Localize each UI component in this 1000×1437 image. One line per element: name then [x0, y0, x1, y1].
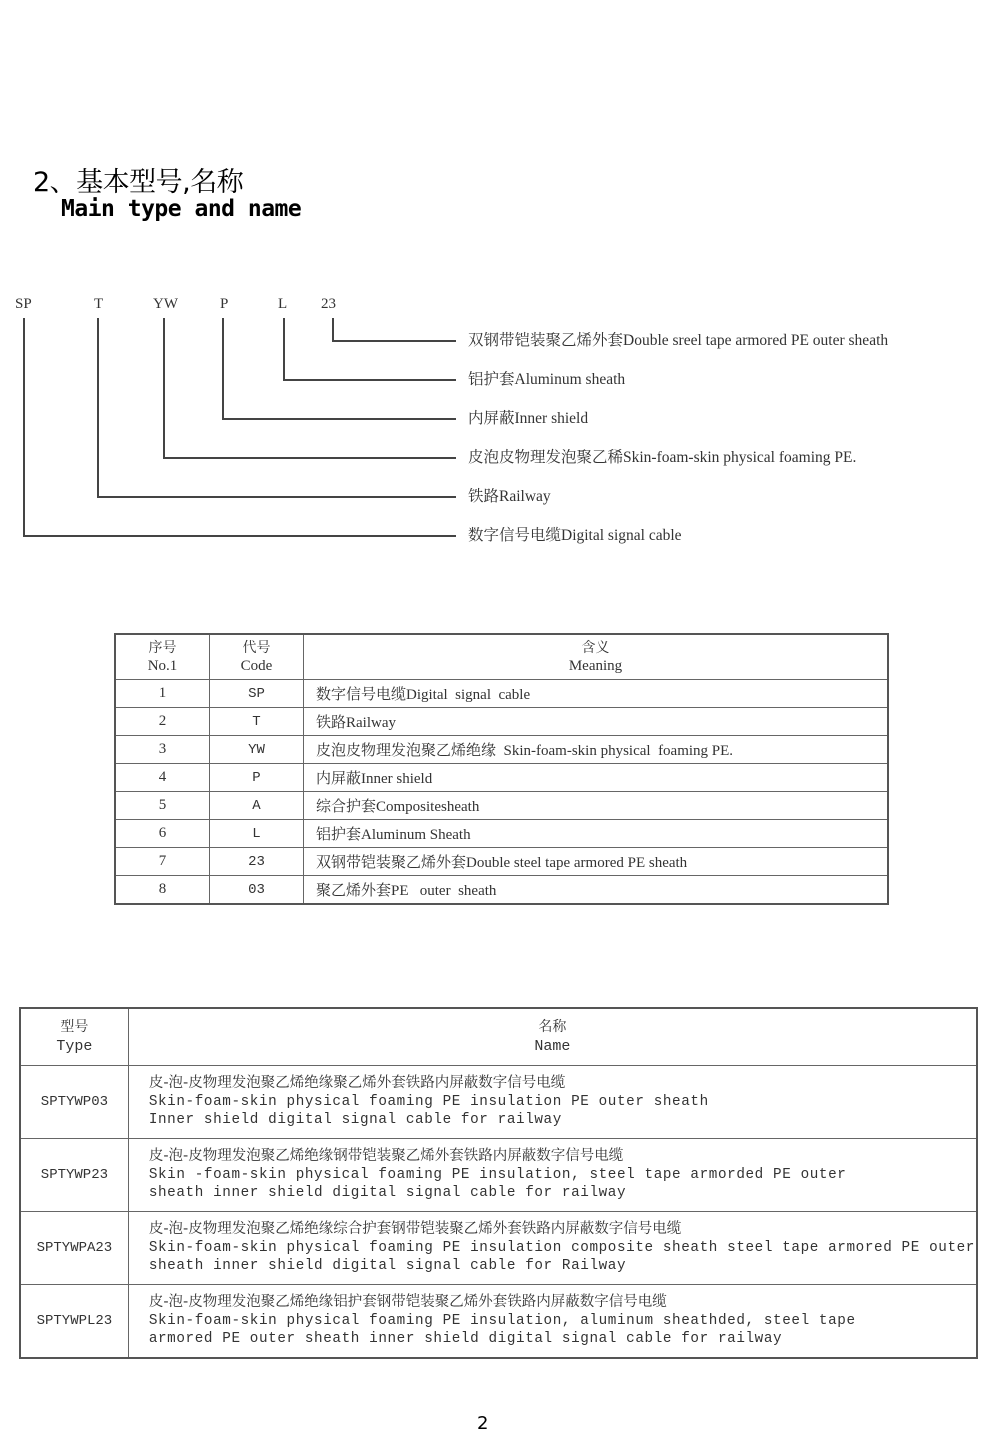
cell-type: SPTYWP03 — [20, 1066, 128, 1139]
desc-l: 铝护套Aluminum sheath — [468, 371, 626, 388]
table-row — [20, 1066, 977, 1139]
table-row — [20, 1285, 977, 1359]
table-row — [20, 1212, 977, 1285]
cell-meaning: 内屏蔽Inner shield — [304, 764, 889, 792]
table-row — [115, 876, 888, 905]
connector-p-horizontal — [222, 418, 456, 420]
cell-no: 6 — [115, 820, 210, 848]
cell-type: SPTYWPL23 — [20, 1285, 128, 1359]
header-code-en: Code — [240, 658, 273, 674]
connector-23-horizontal — [332, 340, 456, 342]
cell-name — [128, 1139, 977, 1212]
cell-no: 7 — [115, 848, 210, 876]
table-row — [115, 680, 888, 708]
cell-code: P — [210, 764, 304, 792]
desc-t: 铁路Railway — [468, 488, 551, 505]
table-row — [115, 848, 888, 876]
cell-name — [128, 1212, 977, 1285]
code-yw: YW — [153, 296, 178, 312]
table-row — [115, 736, 888, 764]
cell-type: SPTYWP23 — [20, 1139, 128, 1212]
cell-code: SP — [210, 680, 304, 708]
connector-t-horizontal — [97, 496, 456, 498]
cell-no: 3 — [115, 736, 210, 764]
connector-23-vertical — [332, 318, 334, 341]
cell-code: YW — [210, 736, 304, 764]
cell-no: 2 — [115, 708, 210, 736]
code-t: T — [94, 296, 104, 312]
cell-meaning: 铁路Railway — [304, 708, 889, 736]
connector-yw-vertical — [163, 318, 165, 459]
connector-l-horizontal — [283, 379, 456, 381]
cell-name — [128, 1285, 977, 1359]
page-number: 2 — [477, 1413, 489, 1434]
cell-meaning: 双钢带铠装聚乙烯外套Double steel tape armored PE sheath — [304, 848, 889, 876]
name-en-line-2: sheath inner shield digital signal cable for railway — [148, 1185, 627, 1202]
code-p: P — [220, 296, 229, 312]
cell-no: 1 — [115, 680, 210, 708]
table-row — [115, 792, 888, 820]
cell-meaning: 皮泡皮物理发泡聚乙烯绝缘 Skin-foam-skin physical foaming PE. — [304, 736, 889, 764]
header-no-en: No.1 — [147, 658, 178, 674]
table-row — [115, 820, 888, 848]
desc-sp: 数字信号电缆Digital signal cable — [468, 527, 682, 544]
cell-code: L — [210, 820, 304, 848]
header-meaning-cn: 含义 — [581, 640, 610, 656]
cell-no: 4 — [115, 764, 210, 792]
code-l: L — [278, 296, 288, 312]
name-cn: 皮-泡-皮物理发泡聚乙烯绝缘聚乙烯外套铁路内屏蔽数字信号电缆 — [148, 1075, 566, 1092]
header-name-cn: 名称 — [538, 1019, 567, 1035]
cell-meaning: 数字信号电缆Digital signal cable — [304, 680, 889, 708]
header-type — [20, 1008, 128, 1066]
table-header-row — [20, 1008, 977, 1066]
cell-code: T — [210, 708, 304, 736]
name-en-line-2: sheath inner shield digital signal cable for Railway — [148, 1258, 627, 1275]
name-en-line-1: Skin-foam-skin physical foaming PE insulation composite sheath steel tape armored PE outer — [148, 1239, 975, 1256]
table-row — [115, 764, 888, 792]
cell-meaning: 聚乙烯外套PE outer sheath — [304, 876, 889, 905]
name-cn: 皮-泡-皮物理发泡聚乙烯绝缘钢带铠装聚乙烯外套铁路内屏蔽数字信号电缆 — [148, 1148, 624, 1165]
table-row — [115, 708, 888, 736]
name-cn: 皮-泡-皮物理发泡聚乙烯绝缘铝护套钢带铠装聚乙烯外套铁路内屏蔽数字信号电缆 — [148, 1294, 667, 1311]
cell-name — [128, 1066, 977, 1139]
connector-sp-vertical — [23, 318, 25, 537]
cell-code: 03 — [210, 876, 304, 905]
header-name-en: Name — [534, 1038, 571, 1055]
desc-yw: 皮泡皮物理发泡聚乙稀Skin-foam-skin physical foaming PE. — [468, 449, 857, 466]
code-sp: SP — [15, 296, 32, 312]
cell-meaning: 综合护套Compositesheath — [304, 792, 889, 820]
header-code — [210, 634, 304, 680]
header-type-en: Type — [56, 1038, 93, 1055]
table-header-row — [115, 634, 888, 680]
header-meaning-en: Meaning — [568, 658, 623, 674]
connector-sp-horizontal — [23, 535, 456, 537]
code-meaning-table — [114, 633, 889, 905]
name-en-line-1: Skin-foam-skin physical foaming PE insulation PE outer sheath — [148, 1093, 709, 1110]
connector-t-vertical — [97, 318, 99, 498]
cell-type: SPTYWPA23 — [20, 1212, 128, 1285]
cell-code: 23 — [210, 848, 304, 876]
desc-p: 内屏蔽Inner shield — [468, 410, 589, 427]
connector-l-vertical — [283, 318, 285, 381]
cell-no: 8 — [115, 876, 210, 905]
section-title-en: Main type and name — [61, 196, 302, 222]
name-cn: 皮-泡-皮物理发泡聚乙烯绝缘综合护套钢带铠装聚乙烯外套铁路内屏蔽数字信号电缆 — [148, 1221, 682, 1238]
name-en-line-2: armored PE outer sheath inner shield digital signal cable for railway — [148, 1331, 783, 1348]
type-name-table — [19, 1007, 978, 1359]
header-code-cn: 代号 — [242, 640, 271, 656]
desc-23: 双钢带铠装聚乙烯外套Double sreel tape armored PE outer sheath — [468, 332, 889, 349]
section-title-cn: 2、基本型号,名称 — [33, 167, 244, 198]
cell-no: 5 — [115, 792, 210, 820]
cell-code: A — [210, 792, 304, 820]
header-meaning — [304, 634, 889, 680]
header-name — [128, 1008, 977, 1066]
header-type-cn: 型号 — [60, 1019, 89, 1035]
name-en-line-1: Skin-foam-skin physical foaming PE insulation, aluminum sheathded, steel tape — [148, 1312, 856, 1329]
name-en-line-2: Inner shield digital signal cable for railway — [148, 1112, 562, 1129]
connector-yw-horizontal — [163, 457, 456, 459]
header-no — [115, 634, 210, 680]
name-en-line-1: Skin -foam-skin physical foaming PE insulation, steel tape armorded PE outer — [148, 1166, 847, 1183]
header-no-cn: 序号 — [148, 640, 177, 656]
code-23: 23 — [321, 296, 336, 312]
table-row — [20, 1139, 977, 1212]
connector-p-vertical — [222, 318, 224, 420]
cell-meaning: 铝护套Aluminum Sheath — [304, 820, 889, 848]
